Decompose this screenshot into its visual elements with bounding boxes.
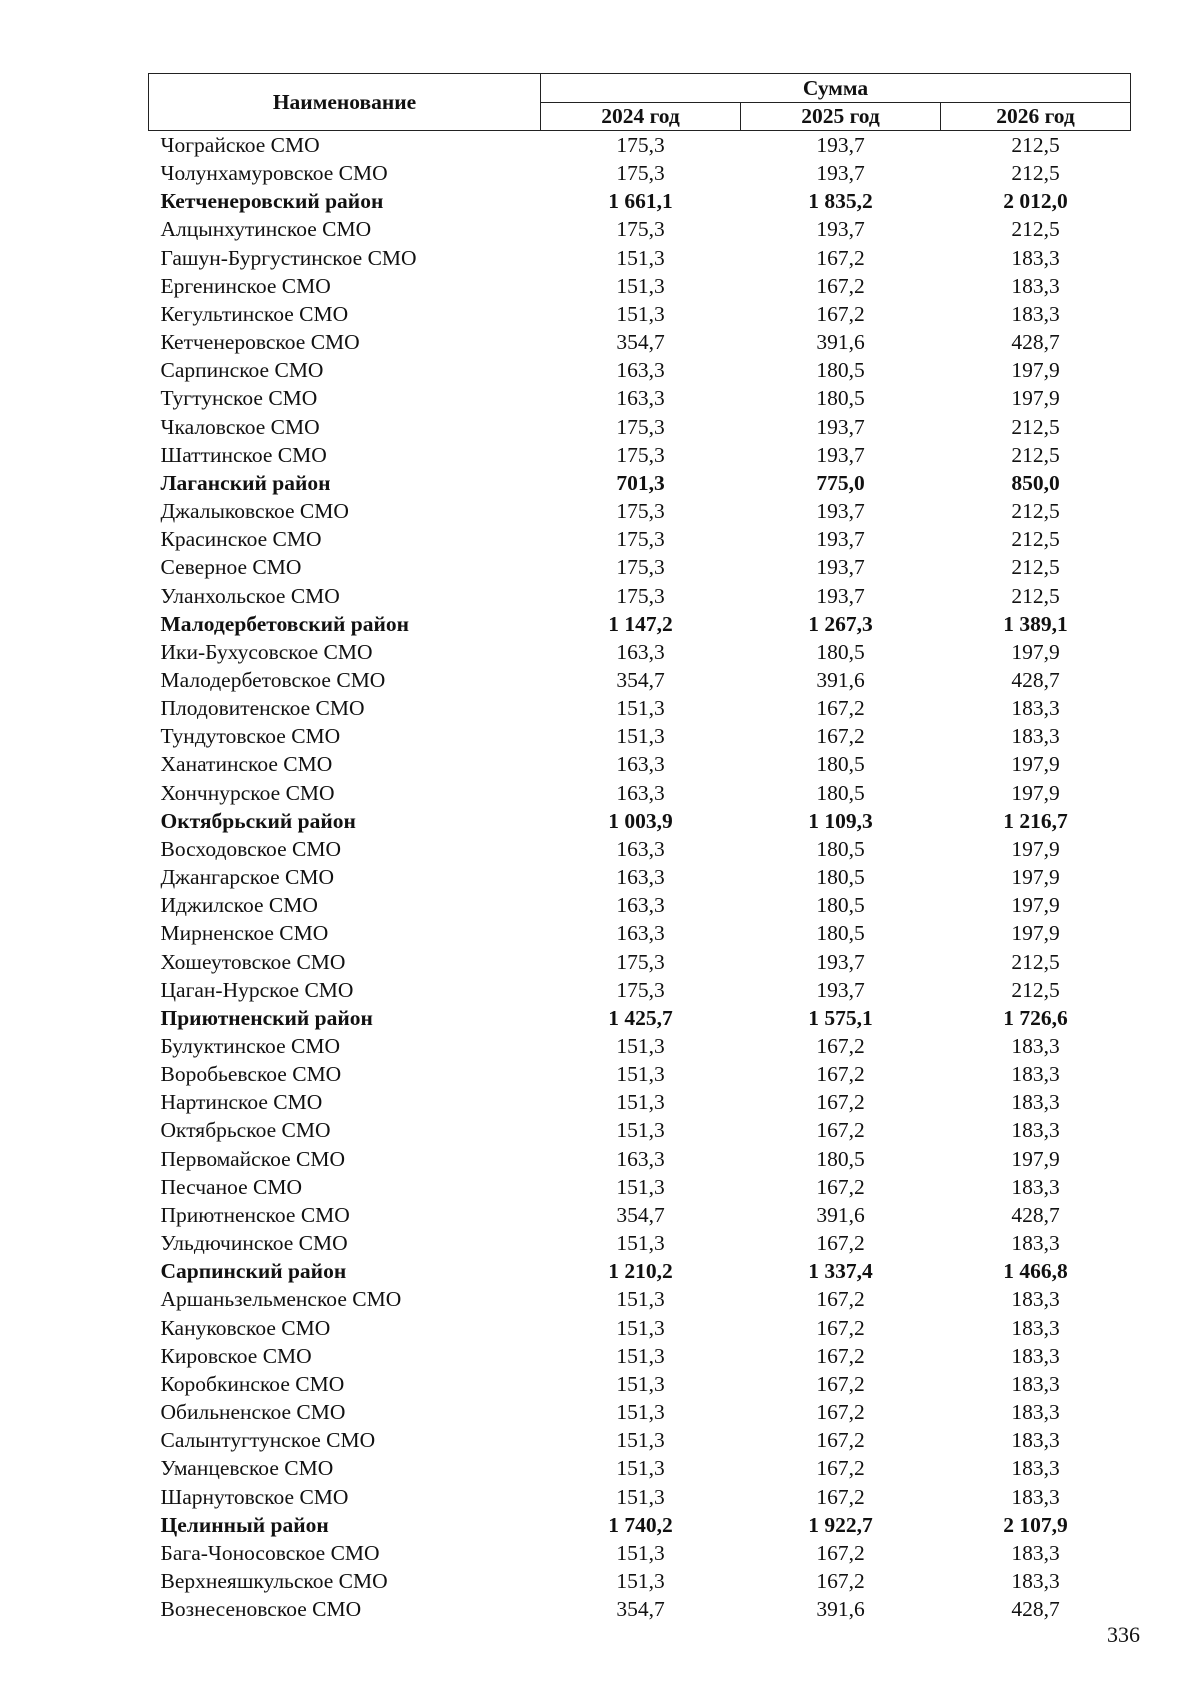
value-2024: 151,3 (616, 1315, 665, 1340)
value-2025: 193,7 (816, 161, 865, 186)
table-row (149, 328, 1131, 356)
header-year-2026: 2026 год (941, 102, 1131, 131)
table-row (149, 1567, 1131, 1595)
value-2025: 167,2 (816, 1400, 865, 1425)
value-2024: 151,3 (616, 1484, 665, 1509)
value-2024: 354,7 (616, 667, 665, 692)
value-2025: 167,2 (816, 1062, 865, 1087)
value-2025: 1 337,4 (808, 1259, 873, 1284)
value-2025: 193,7 (816, 949, 865, 974)
value-2024: 175,3 (616, 133, 665, 157)
value-2025: 391,6 (816, 330, 865, 355)
value-2026: 183,3 (1011, 1034, 1060, 1058)
value-2024: 163,3 (616, 865, 665, 890)
table-row (149, 1539, 1131, 1567)
value-2026: 197,9 (1011, 639, 1060, 664)
row-name: Тугтунское СМО (160, 386, 318, 411)
value-2024: 151,3 (616, 1540, 665, 1565)
value-2025: 167,2 (816, 1343, 865, 1368)
value-2025: 180,5 (816, 921, 865, 946)
table-row (149, 1454, 1131, 1482)
row-name: Аршаньзельменское СМО (160, 1287, 402, 1312)
value-2024: 163,3 (616, 386, 665, 411)
value-2026: 183,3 (1011, 1540, 1060, 1565)
value-2025: 180,5 (816, 639, 865, 664)
district-row (149, 469, 1131, 497)
value-2026: 183,3 (1011, 1118, 1060, 1143)
value-2024: 163,3 (616, 836, 665, 861)
value-2025: 167,2 (816, 1568, 865, 1593)
row-name: Октябрьский район (160, 808, 356, 833)
table-row (149, 750, 1131, 778)
value-2026: 183,3 (1011, 301, 1060, 326)
value-2025: 1 109,3 (808, 808, 873, 833)
row-name: Приютненское СМО (160, 1202, 350, 1227)
value-2024: 354,7 (616, 330, 665, 355)
value-2025: 1 922,7 (808, 1512, 873, 1537)
value-2025: 1 267,3 (808, 611, 873, 636)
row-name: Ергенинское СМО (160, 273, 331, 298)
value-2026: 183,3 (1011, 1568, 1060, 1593)
table-row (149, 553, 1131, 581)
table-row (149, 919, 1131, 947)
value-2026: 212,5 (1011, 217, 1060, 242)
value-2026: 183,3 (1011, 1174, 1060, 1199)
value-2026: 183,3 (1011, 245, 1060, 270)
value-2025: 167,2 (816, 1428, 865, 1453)
table-row (149, 976, 1131, 1004)
value-2026: 197,9 (1011, 780, 1060, 805)
value-2024: 151,3 (616, 696, 665, 721)
value-2024: 1 425,7 (608, 1005, 673, 1030)
table-row (149, 525, 1131, 553)
value-2026: 1 389,1 (1003, 611, 1068, 636)
row-name: Октябрьское СМО (160, 1118, 331, 1143)
row-name: Джангарское СМО (160, 865, 334, 890)
row-name: Верхнеяшкульское СМО (160, 1568, 388, 1593)
table-body (149, 131, 1131, 1624)
value-2024: 151,3 (616, 1400, 665, 1425)
value-2026: 197,9 (1011, 752, 1060, 777)
table-row (149, 1145, 1131, 1173)
table-row (149, 1314, 1131, 1342)
table-row (149, 300, 1131, 328)
table-row (149, 638, 1131, 666)
value-2026: 2 107,9 (1003, 1512, 1068, 1537)
row-name: Северное СМО (160, 555, 302, 580)
value-2024: 151,3 (616, 1034, 665, 1058)
table-row (149, 244, 1131, 272)
row-name: Хончнурское СМО (160, 780, 335, 805)
value-2024: 1 661,1 (608, 189, 673, 214)
row-name: Кегультинское СМО (160, 301, 349, 326)
value-2025: 167,2 (816, 1231, 865, 1256)
value-2026: 183,3 (1011, 1231, 1060, 1256)
row-name: Сарпинское СМО (160, 358, 324, 383)
row-name: Целинный район (160, 1512, 329, 1537)
row-name: Шарнутовское СМО (160, 1484, 349, 1509)
row-name: Иджилское СМО (160, 893, 318, 918)
value-2025: 193,7 (816, 583, 865, 608)
value-2025: 180,5 (816, 865, 865, 890)
value-2026: 1 466,8 (1003, 1259, 1068, 1284)
value-2025: 193,7 (816, 555, 865, 580)
value-2026: 183,3 (1011, 724, 1060, 749)
value-2026: 428,7 (1011, 1597, 1060, 1622)
table-row (149, 1483, 1131, 1511)
table-row (149, 948, 1131, 976)
value-2026: 197,9 (1011, 836, 1060, 861)
row-name: Малодербетовское СМО (160, 667, 386, 692)
table-row (149, 1116, 1131, 1144)
district-row (149, 1257, 1131, 1285)
value-2025: 167,2 (816, 1456, 865, 1481)
table-row (149, 1285, 1131, 1313)
value-2025: 167,2 (816, 1174, 865, 1199)
value-2024: 151,3 (616, 301, 665, 326)
value-2026: 197,9 (1011, 1146, 1060, 1171)
table-row (149, 1032, 1131, 1060)
value-2026: 1 216,7 (1003, 808, 1068, 833)
value-2026: 850,0 (1011, 470, 1060, 495)
value-2024: 151,3 (616, 724, 665, 749)
value-2025: 193,7 (816, 977, 865, 1002)
budget-table (148, 73, 1131, 1623)
value-2026: 212,5 (1011, 977, 1060, 1002)
table-row (149, 356, 1131, 384)
value-2024: 151,3 (616, 1231, 665, 1256)
row-name: Тундутовское СМО (160, 724, 341, 749)
row-name: Уманцевское СМО (160, 1456, 334, 1481)
value-2025: 167,2 (816, 273, 865, 298)
row-name: Красинское СМО (160, 527, 322, 552)
value-2025: 391,6 (816, 667, 865, 692)
value-2026: 183,3 (1011, 1371, 1060, 1396)
row-name: Салынтугтунское СМО (160, 1428, 376, 1453)
value-2025: 1 835,2 (808, 189, 873, 214)
value-2026: 183,3 (1011, 1400, 1060, 1425)
value-2024: 151,3 (616, 1568, 665, 1593)
table-row (149, 441, 1131, 469)
value-2026: 197,9 (1011, 921, 1060, 946)
value-2024: 163,3 (616, 752, 665, 777)
value-2026: 212,5 (1011, 527, 1060, 552)
value-2024: 1 147,2 (608, 611, 673, 636)
table-row (149, 1229, 1131, 1257)
row-name: Гашун-Бургустинское СМО (160, 245, 417, 270)
value-2025: 180,5 (816, 358, 865, 383)
row-name: Чолунхамуровское СМО (160, 161, 388, 186)
row-name: Кетченеровское СМО (160, 330, 360, 355)
row-name: Чограйское СМО (160, 133, 320, 157)
value-2025: 167,2 (816, 1371, 865, 1396)
value-2026: 212,5 (1011, 555, 1060, 580)
table-row (149, 835, 1131, 863)
row-name: Уланхольское СМО (160, 583, 340, 608)
row-name: Булуктинское СМО (160, 1034, 340, 1058)
value-2025: 167,2 (816, 1287, 865, 1312)
value-2026: 183,3 (1011, 1315, 1060, 1340)
table-row (149, 1595, 1131, 1623)
row-name: Хошеутовское СМО (160, 949, 346, 974)
value-2024: 163,3 (616, 921, 665, 946)
value-2025: 391,6 (816, 1202, 865, 1227)
value-2025: 1 575,1 (808, 1005, 873, 1030)
value-2024: 151,3 (616, 245, 665, 270)
table-row (149, 497, 1131, 525)
table-row (149, 722, 1131, 750)
value-2026: 212,5 (1011, 133, 1060, 157)
table-row (149, 159, 1131, 187)
value-2024: 1 210,2 (608, 1259, 673, 1284)
value-2025: 391,6 (816, 1597, 865, 1622)
row-name: Плодовитенское СМО (160, 696, 365, 721)
value-2025: 180,5 (816, 386, 865, 411)
value-2024: 175,3 (616, 555, 665, 580)
value-2024: 1 003,9 (608, 808, 673, 833)
row-name: Первомайское СМО (160, 1146, 345, 1171)
table-row (149, 582, 1131, 610)
value-2024: 175,3 (616, 414, 665, 439)
district-row (149, 1004, 1131, 1032)
value-2025: 180,5 (816, 752, 865, 777)
value-2024: 151,3 (616, 1343, 665, 1368)
value-2026: 183,3 (1011, 273, 1060, 298)
value-2026: 428,7 (1011, 330, 1060, 355)
value-2026: 212,5 (1011, 442, 1060, 467)
value-2024: 151,3 (616, 1371, 665, 1396)
row-name: Ульдючинское СМО (160, 1231, 348, 1256)
value-2025: 167,2 (816, 1540, 865, 1565)
value-2024: 701,3 (616, 470, 665, 495)
table-row (149, 863, 1131, 891)
value-2026: 212,5 (1011, 161, 1060, 186)
value-2024: 151,3 (616, 273, 665, 298)
row-name: Бага-Чоносовское СМО (160, 1540, 380, 1565)
row-name: Приютненский район (160, 1005, 373, 1030)
value-2026: 428,7 (1011, 667, 1060, 692)
value-2024: 175,3 (616, 949, 665, 974)
row-name: Вознесеновское СМО (160, 1597, 362, 1622)
value-2024: 151,3 (616, 1287, 665, 1312)
value-2025: 167,2 (816, 724, 865, 749)
value-2026: 197,9 (1011, 386, 1060, 411)
table-row (149, 1398, 1131, 1426)
table-row (149, 1173, 1131, 1201)
row-name: Шаттинское СМО (160, 442, 327, 467)
table-row (149, 272, 1131, 300)
value-2025: 193,7 (816, 414, 865, 439)
value-2024: 175,3 (616, 499, 665, 524)
row-name: Алцынхутинское СМО (160, 217, 372, 242)
value-2024: 151,3 (616, 1456, 665, 1481)
value-2026: 183,3 (1011, 1428, 1060, 1453)
value-2025: 775,0 (816, 470, 865, 495)
value-2025: 167,2 (816, 1484, 865, 1509)
value-2026: 183,3 (1011, 1343, 1060, 1368)
value-2024: 354,7 (616, 1597, 665, 1622)
district-row (149, 187, 1131, 215)
value-2026: 212,5 (1011, 949, 1060, 974)
table-row (149, 1088, 1131, 1116)
value-2026: 2 012,0 (1003, 189, 1068, 214)
value-2024: 175,3 (616, 583, 665, 608)
row-name: Восходовское СМО (160, 836, 341, 861)
page-number: 336 (1107, 1622, 1140, 1647)
row-name: Мирненское СМО (160, 921, 329, 946)
row-name: Обильненское СМО (160, 1400, 346, 1425)
table-row (149, 1060, 1131, 1088)
row-name: Коробкинское СМО (160, 1371, 345, 1396)
value-2026: 183,3 (1011, 1456, 1060, 1481)
value-2025: 167,2 (816, 696, 865, 721)
header-sum: Сумма (541, 74, 1131, 103)
row-name: Цаган-Нурское СМО (160, 977, 354, 1002)
row-name: Ики-Бухусовское СМО (160, 639, 373, 664)
table-row (149, 779, 1131, 807)
value-2025: 180,5 (816, 780, 865, 805)
header-year-2025: 2025 год (741, 102, 941, 131)
value-2026: 197,9 (1011, 865, 1060, 890)
value-2025: 193,7 (816, 217, 865, 242)
row-name: Ханатинское СМО (160, 752, 333, 777)
value-2025: 180,5 (816, 836, 865, 861)
value-2025: 167,2 (816, 1090, 865, 1115)
row-name: Чкаловское СМО (160, 414, 320, 439)
table-row (149, 1201, 1131, 1229)
value-2025: 180,5 (816, 1146, 865, 1171)
row-name: Малодербетовский район (160, 611, 409, 636)
value-2024: 163,3 (616, 639, 665, 664)
value-2025: 167,2 (816, 301, 865, 326)
value-2025: 193,7 (816, 133, 865, 157)
value-2026: 1 726,6 (1003, 1005, 1068, 1030)
district-row (149, 807, 1131, 835)
value-2024: 151,3 (616, 1428, 665, 1453)
value-2024: 175,3 (616, 527, 665, 552)
value-2024: 151,3 (616, 1174, 665, 1199)
table-row (149, 1426, 1131, 1454)
value-2024: 175,3 (616, 977, 665, 1002)
value-2024: 151,3 (616, 1090, 665, 1115)
value-2026: 212,5 (1011, 499, 1060, 524)
header-name: Наименование (149, 74, 541, 131)
value-2025: 167,2 (816, 1315, 865, 1340)
row-name: Кировское СМО (160, 1343, 312, 1368)
table-row (149, 215, 1131, 243)
value-2024: 1 740,2 (608, 1512, 673, 1537)
district-row (149, 1511, 1131, 1539)
value-2024: 175,3 (616, 161, 665, 186)
district-row (149, 610, 1131, 638)
value-2024: 163,3 (616, 780, 665, 805)
value-2026: 212,5 (1011, 414, 1060, 439)
table-row (149, 1342, 1131, 1370)
value-2026: 212,5 (1011, 583, 1060, 608)
value-2026: 197,9 (1011, 358, 1060, 383)
table-row (149, 131, 1131, 160)
value-2024: 175,3 (616, 442, 665, 467)
value-2026: 183,3 (1011, 1287, 1060, 1312)
table-header (149, 74, 1131, 131)
value-2025: 180,5 (816, 893, 865, 918)
value-2024: 163,3 (616, 893, 665, 918)
table-row (149, 666, 1131, 694)
value-2026: 197,9 (1011, 893, 1060, 918)
table-row (149, 413, 1131, 441)
row-name: Кануковское СМО (160, 1315, 331, 1340)
value-2025: 167,2 (816, 245, 865, 270)
row-name: Лаганский район (160, 470, 331, 495)
value-2026: 183,3 (1011, 696, 1060, 721)
row-name: Джалыковское СМО (160, 499, 349, 524)
value-2025: 167,2 (816, 1034, 865, 1058)
value-2024: 151,3 (616, 1118, 665, 1143)
value-2024: 163,3 (616, 1146, 665, 1171)
value-2024: 354,7 (616, 1202, 665, 1227)
row-name: Нартинское СМО (160, 1090, 323, 1115)
value-2025: 193,7 (816, 442, 865, 467)
row-name: Воробьевское СМО (160, 1062, 342, 1087)
value-2024: 163,3 (616, 358, 665, 383)
value-2025: 193,7 (816, 527, 865, 552)
value-2024: 175,3 (616, 217, 665, 242)
table-row (149, 694, 1131, 722)
row-name: Сарпинский район (160, 1259, 347, 1284)
table-row (149, 384, 1131, 412)
value-2025: 167,2 (816, 1118, 865, 1143)
value-2026: 183,3 (1011, 1062, 1060, 1087)
table-row (149, 891, 1131, 919)
value-2026: 183,3 (1011, 1090, 1060, 1115)
row-name: Кетченеровский район (160, 189, 384, 214)
value-2026: 428,7 (1011, 1202, 1060, 1227)
table-row (149, 1370, 1131, 1398)
value-2024: 151,3 (616, 1062, 665, 1087)
value-2026: 183,3 (1011, 1484, 1060, 1509)
value-2025: 193,7 (816, 499, 865, 524)
row-name: Песчаное СМО (160, 1174, 302, 1199)
header-year-2024: 2024 год (541, 102, 741, 131)
